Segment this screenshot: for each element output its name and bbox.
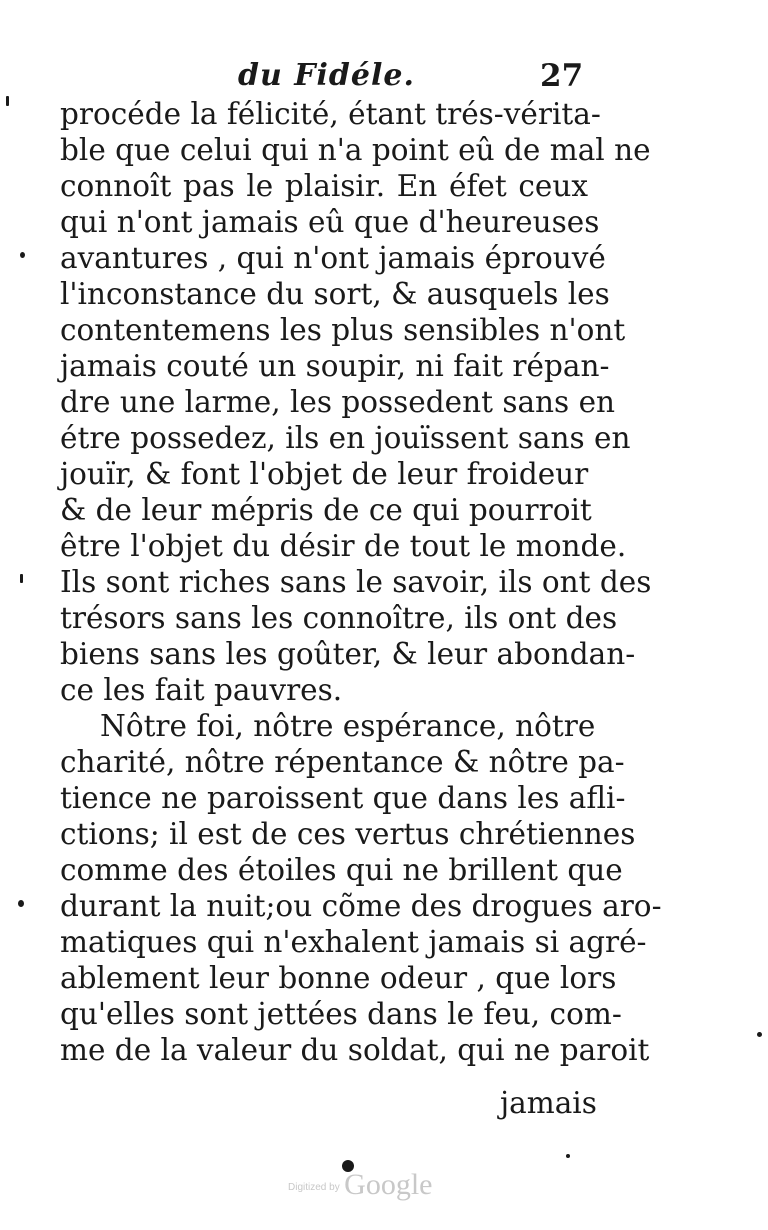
- running-title: du Fidéle.: [238, 58, 415, 93]
- watermark-prefix: Digitized by: [288, 1182, 340, 1193]
- ink-speck: [18, 900, 24, 907]
- watermark-logo: Google: [344, 1168, 433, 1201]
- text-line: qu'elles sont jettées dans le feu, com-: [60, 997, 622, 1031]
- text-line: connoît pas le plaisir. En éfet ceux: [60, 169, 588, 203]
- text-line: étre possedez, ils en jouïssent sans en: [60, 421, 631, 455]
- text-line: me de la valeur du soldat, qui ne paroit: [60, 1033, 650, 1067]
- text-line: matiques qui n'exhalent jamais si agré-: [60, 925, 647, 959]
- text-line: l'inconstance du sort, & ausquels les: [60, 277, 610, 311]
- ink-speck: [566, 1154, 570, 1158]
- ink-speck: [6, 96, 9, 106]
- text-line: Ils sont riches sans le savoir, ils ont des: [60, 565, 652, 599]
- text-line: tience ne paroissent que dans les afli-: [60, 781, 626, 815]
- text-line: être l'objet du désir de tout le monde.: [60, 529, 627, 563]
- ink-speck: [20, 252, 25, 258]
- text-line: jouïr, & font l'objet de leur froideur: [60, 457, 589, 491]
- digitization-watermark: [288, 1168, 432, 1202]
- ink-speck: [20, 574, 23, 583]
- text-line: biens sans les goûter, & leur abondan-: [60, 637, 636, 671]
- text-line: & de leur mépris de ce qui pourroit: [60, 493, 592, 527]
- text-line: avantures , qui n'ont jamais éprouvé: [60, 241, 606, 275]
- ink-speck: [757, 1032, 762, 1037]
- text-line: ablement leur bonne odeur , que lors: [60, 961, 617, 995]
- text-line: ce les fait pauvres.: [60, 673, 343, 707]
- text-line: jamais couté un soupir, ni fait répan-: [60, 349, 610, 383]
- text-line: ctions; il est de ces vertus chrétiennes: [60, 817, 636, 851]
- paragraph-first-line: Nôtre foi, nôtre espérance, nôtre: [100, 709, 596, 743]
- text-line: contentemens les plus sensibles n'ont: [60, 313, 626, 347]
- text-line: charité, nôtre répentance & nôtre pa-: [60, 745, 625, 779]
- text-line: dre une larme, les possedent sans en: [60, 385, 616, 419]
- page-number: 27: [540, 58, 584, 94]
- text-line: comme des étoiles qui ne brillent que: [60, 853, 623, 887]
- catchword: jamais: [500, 1086, 597, 1120]
- text-line: trésors sans les connoître, ils ont des: [60, 601, 618, 635]
- text-line: durant la nuit;ou cõme des drogues aro-: [60, 889, 662, 923]
- text-line: qui n'ont jamais eû que d'heureuses: [60, 205, 600, 239]
- text-line: ble que celui qui n'a point eû de mal ne: [60, 133, 651, 167]
- text-line: procéde la félicité, étant trés-vérita-: [60, 97, 601, 131]
